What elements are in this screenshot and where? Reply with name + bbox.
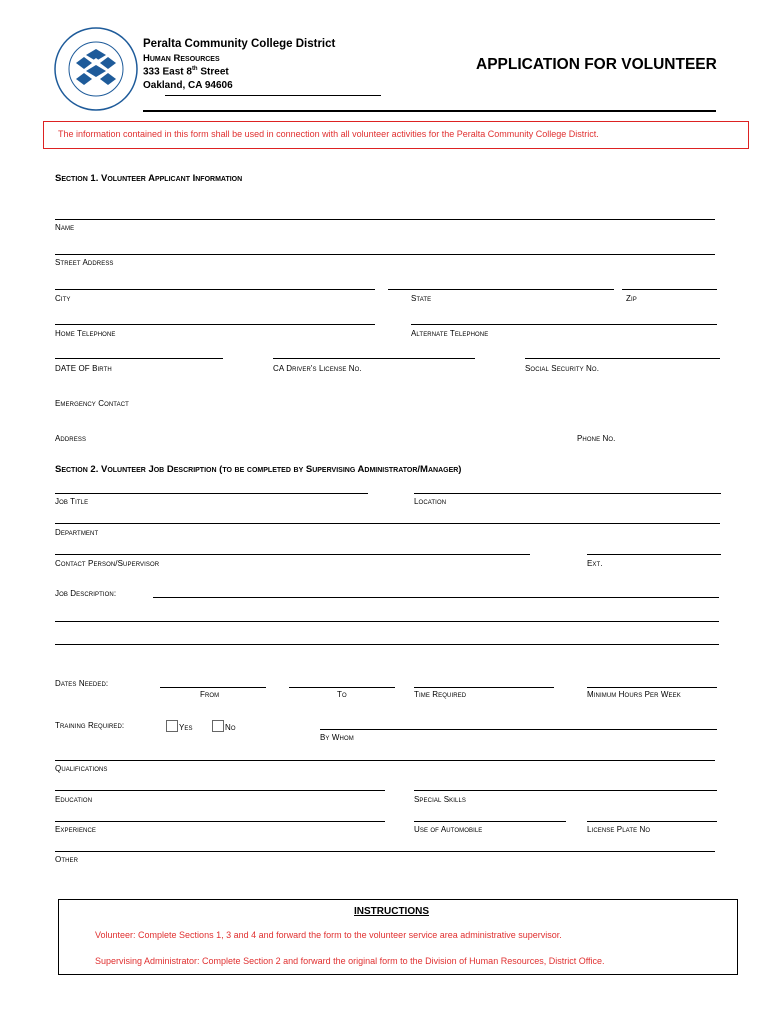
state-label: State bbox=[411, 294, 432, 303]
contact-line[interactable] bbox=[55, 554, 530, 555]
qualifications-label: Qualifications bbox=[55, 764, 108, 773]
home-phone-line[interactable] bbox=[55, 324, 375, 325]
automobile-label: Use of Automobile bbox=[414, 825, 483, 834]
dates-needed-label: Dates Needed: bbox=[55, 679, 109, 688]
name-line[interactable] bbox=[55, 219, 715, 220]
zip-label: Zip bbox=[626, 294, 637, 303]
yes-checkbox-box[interactable] bbox=[166, 720, 178, 732]
section1-title: Section 1. Volunteer Applicant Information bbox=[55, 173, 243, 184]
street-address: 333 East 8th Street bbox=[143, 66, 229, 78]
home-phone-label: Home Telephone bbox=[55, 329, 116, 338]
alt-phone-label: Alternate Telephone bbox=[411, 329, 489, 338]
training-label: Training Required: bbox=[55, 721, 125, 730]
address-label: Address bbox=[55, 434, 87, 443]
ssn-line[interactable] bbox=[525, 358, 720, 359]
experience-label: Experience bbox=[55, 825, 97, 834]
ssn-label: Social Security No. bbox=[525, 364, 600, 373]
dob-label: DATE OF Birth bbox=[55, 364, 112, 373]
from-line[interactable] bbox=[160, 687, 266, 688]
plate-line[interactable] bbox=[587, 821, 717, 822]
time-required-line[interactable] bbox=[414, 687, 554, 688]
job-desc-line-2[interactable] bbox=[55, 621, 719, 622]
instructions-title: INSTRUCTIONS bbox=[354, 906, 429, 917]
city-line-field[interactable] bbox=[55, 289, 375, 290]
to-label: To bbox=[337, 690, 347, 699]
yes-checkbox[interactable]: Yes bbox=[166, 720, 193, 732]
zip-line[interactable] bbox=[622, 289, 717, 290]
license-line[interactable] bbox=[273, 358, 475, 359]
no-checkbox-box[interactable] bbox=[212, 720, 224, 732]
alt-phone-line[interactable] bbox=[411, 324, 717, 325]
department-name: Human Resources bbox=[143, 53, 220, 64]
special-skills-label: Special Skills bbox=[414, 795, 466, 804]
automobile-line[interactable] bbox=[414, 821, 566, 822]
department-line[interactable] bbox=[55, 523, 720, 524]
by-whom-label: By Whom bbox=[320, 733, 354, 742]
notice-text: The information contained in this form shall be used in connection with all volunteer activities for the Peralta Community College District. bbox=[58, 129, 599, 139]
city-label: City bbox=[55, 294, 71, 303]
form-title: APPLICATION FOR VOLUNTEER bbox=[476, 56, 717, 73]
to-line[interactable] bbox=[289, 687, 395, 688]
ext-line[interactable] bbox=[587, 554, 721, 555]
education-line[interactable] bbox=[55, 790, 385, 791]
other-line[interactable] bbox=[55, 851, 715, 852]
other-label: Other bbox=[55, 855, 79, 864]
phone-label: Phone No. bbox=[577, 434, 616, 443]
no-checkbox[interactable]: No bbox=[212, 720, 236, 732]
instructions-line-2: Supervising Administrator: Complete Section 2 and forward the original form to the Division of Human Resources, District Office. bbox=[95, 956, 605, 966]
from-label: From bbox=[200, 690, 220, 699]
street-label: Street Address bbox=[55, 258, 114, 267]
title-rule bbox=[143, 110, 716, 112]
license-label: CA Driver's License No. bbox=[273, 364, 362, 373]
dob-line[interactable] bbox=[55, 358, 223, 359]
job-desc-line-3[interactable] bbox=[55, 644, 719, 645]
city-line: Oakland, CA 94606 bbox=[143, 80, 233, 91]
by-whom-line[interactable] bbox=[320, 729, 717, 730]
section2-title: Section 2. Volunteer Job Description (to be completed by Supervising Administrator/Manager) bbox=[55, 464, 462, 475]
experience-line[interactable] bbox=[55, 821, 385, 822]
district-seal bbox=[50, 26, 142, 112]
org-name: Peralta Community College District bbox=[143, 38, 336, 50]
qualifications-line[interactable] bbox=[55, 760, 715, 761]
plate-label: License Plate No bbox=[587, 825, 651, 834]
emergency-label: Emergency Contact bbox=[55, 399, 129, 408]
ext-label: Ext. bbox=[587, 559, 603, 568]
instructions-line-1: Volunteer: Complete Sections 1, 3 and 4 and forward the form to the volunteer service area administrative supervisor. bbox=[95, 930, 562, 940]
department-label: Department bbox=[55, 528, 99, 537]
location-label: Location bbox=[414, 497, 447, 506]
contact-label: Contact Person/Supervisor bbox=[55, 559, 160, 568]
time-required-label: Time Required bbox=[414, 690, 467, 699]
state-line[interactable] bbox=[388, 289, 614, 290]
special-skills-line[interactable] bbox=[414, 790, 717, 791]
min-hours-label: Minimum Hours Per Week bbox=[587, 690, 681, 699]
name-label: Name bbox=[55, 223, 75, 232]
header-underline bbox=[165, 95, 381, 96]
min-hours-line[interactable] bbox=[587, 687, 717, 688]
job-title-line[interactable] bbox=[55, 493, 368, 494]
job-title-label: Job Title bbox=[55, 497, 89, 506]
job-desc-label: Job Description: bbox=[55, 589, 117, 598]
job-desc-line-1[interactable] bbox=[153, 597, 719, 598]
location-line[interactable] bbox=[414, 493, 721, 494]
education-label: Education bbox=[55, 795, 93, 804]
street-line[interactable] bbox=[55, 254, 715, 255]
